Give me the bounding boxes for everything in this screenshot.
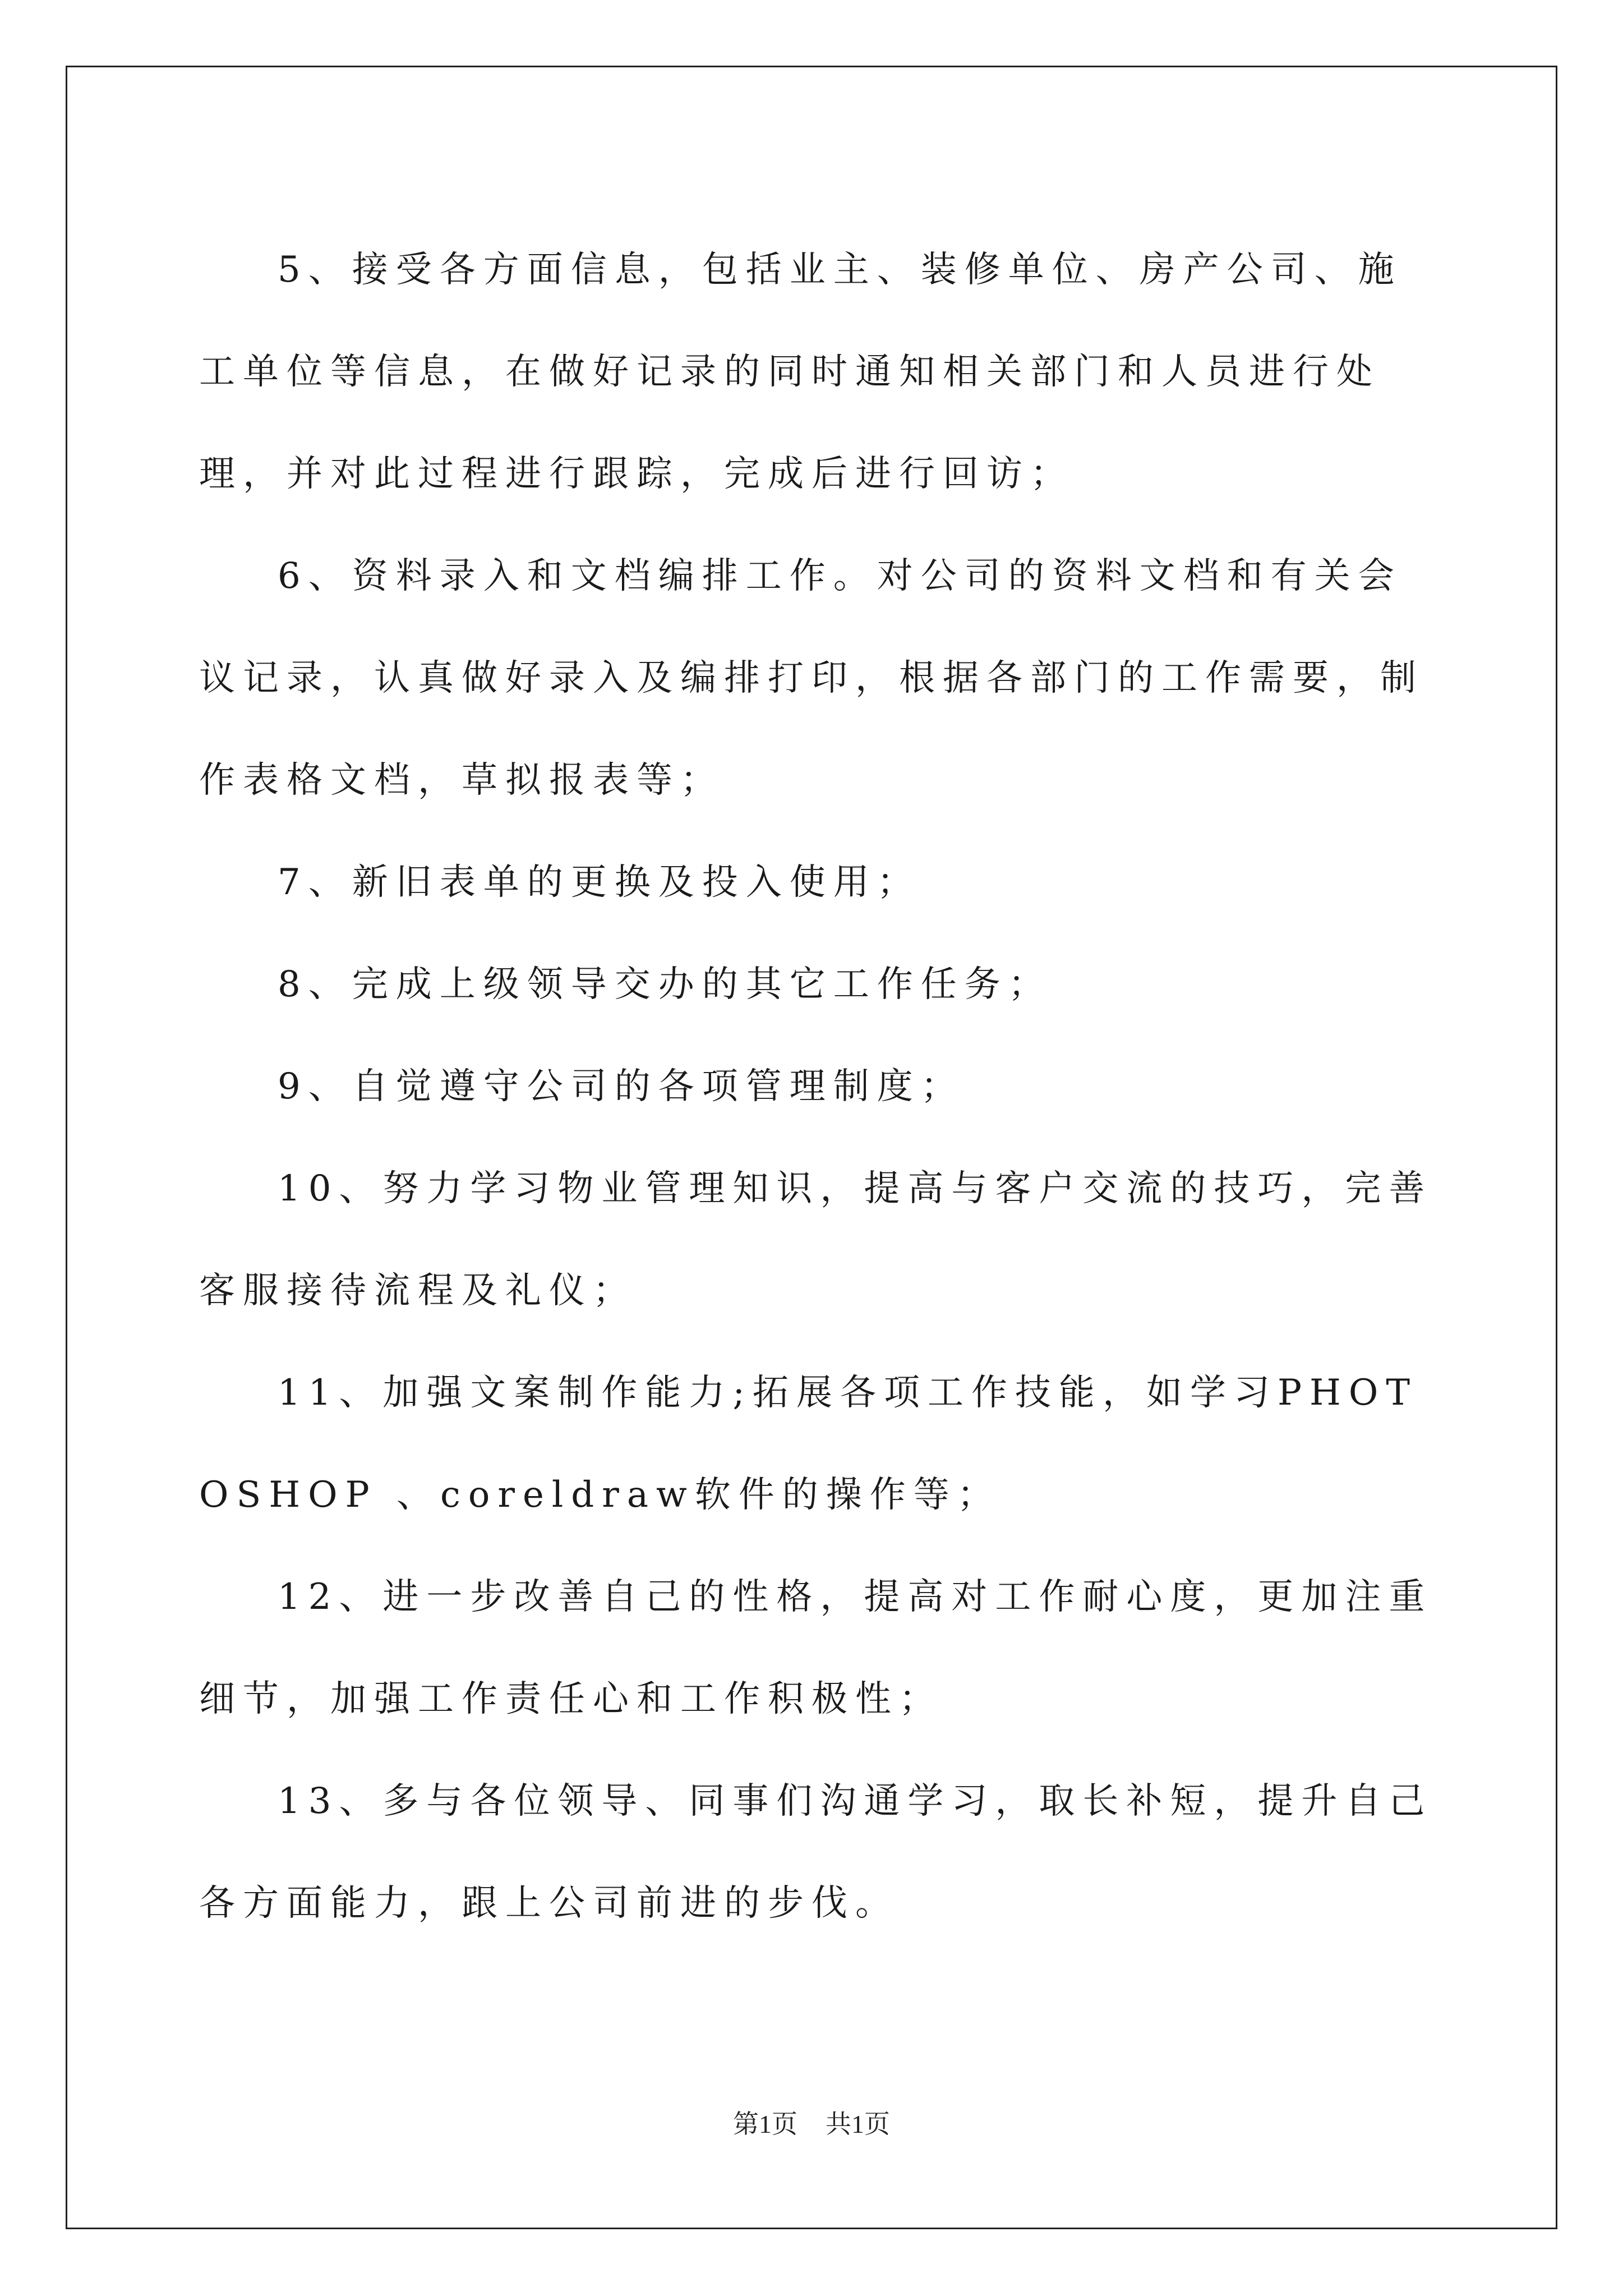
- paragraph-item-8: 8、完成上级领导交办的其它工作任务；: [278, 964, 1052, 1005]
- page-footer: [0, 2104, 1623, 2141]
- paragraph-item-6: 6、资料录入和文档编排工作。对公司的资料文档和有关会议记录，认真做好录入及编排打印，根据各部门的工作需要，制作表格文档，草拟报表等；: [199, 555, 1424, 801]
- page-total: 共1页: [826, 2110, 890, 2138]
- paragraph-item-5: 5、接受各方面信息，包括业主、装修单位、房产公司、施工单位等信息，在做好记录的同时通知相关部门和人员进行处理，并对此过程进行跟踪，完成后进行回访；: [199, 249, 1402, 495]
- paragraph-item-13: 13、多与各位领导、同事们沟通学习，取长补短，提升自己各方面能力，跟上公司前进的步伐。: [199, 1780, 1433, 1924]
- document-body: [199, 219, 1433, 1954]
- paragraph-item-12: 12、进一步改善自己的性格，提高对工作耐心度，更加注重细节，加强工作责任心和工作积极性；: [199, 1576, 1433, 1720]
- page-number: 第1页: [733, 2110, 797, 2138]
- paragraph-item-11: 11、加强文案制作能力;拓展各项工作技能，如学习PHOTOSHOP 、coreldraw软件的操作等；: [199, 1372, 1418, 1516]
- paragraph-item-7: 7、新旧表单的更换及投入使用；: [278, 862, 921, 903]
- paragraph-item-10: 10、努力学习物业管理知识，提高与客户交流的技巧，完善客服接待流程及礼仪；: [199, 1168, 1433, 1312]
- paragraph-item-9: 9、自觉遵守公司的各项管理制度；: [278, 1066, 965, 1107]
